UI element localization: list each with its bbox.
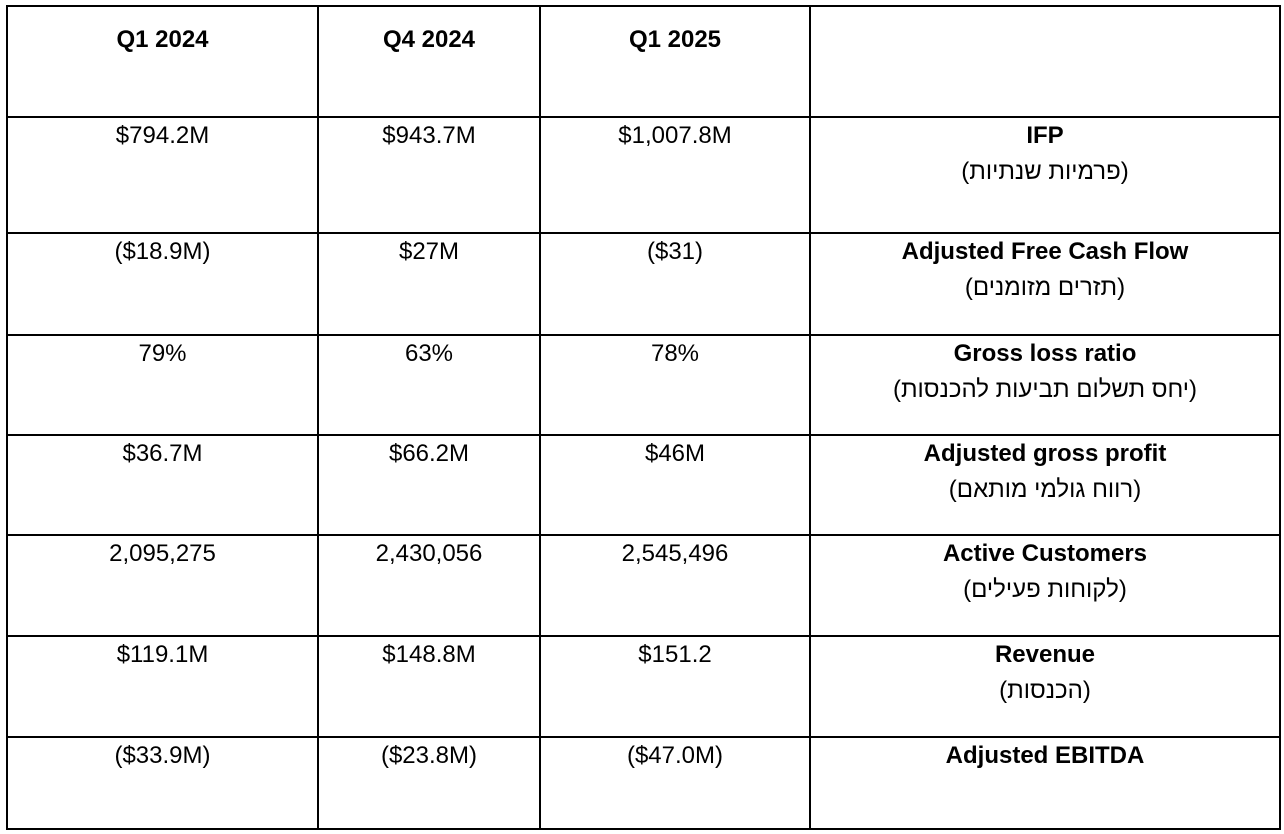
- cell-q1-2025: ($31): [540, 233, 810, 335]
- metric-label-en: Gross loss ratio: [953, 340, 1137, 367]
- metric-label-en: Adjusted gross profit: [923, 440, 1167, 467]
- metric-label-en: Active Customers: [942, 540, 1148, 567]
- metric-label-en: Adjusted Free Cash Flow: [901, 238, 1189, 265]
- cell-q1-2025: $46M: [540, 435, 810, 535]
- metric-label-en: Adjusted EBITDA: [945, 742, 1145, 769]
- table-row: [7, 737, 1280, 829]
- cell-q1-2024: 2,095,275: [7, 535, 318, 636]
- cell-q4-2024: ($23.8M): [318, 737, 540, 829]
- cell-q1-2025: $1,007.8M: [540, 117, 810, 233]
- header-metric: [810, 6, 1280, 117]
- metric-label-cell: [810, 335, 1280, 435]
- table-row: [7, 335, 1280, 435]
- cell-q4-2024: $148.8M: [318, 636, 540, 737]
- metric-label-en: IFP: [1026, 122, 1064, 149]
- cell-q4-2024: $66.2M: [318, 435, 540, 535]
- table-row: [7, 435, 1280, 535]
- table-row: [7, 117, 1280, 233]
- cell-q1-2024: ($33.9M): [7, 737, 318, 829]
- cell-q4-2024: $943.7M: [318, 117, 540, 233]
- cell-q1-2025: 78%: [540, 335, 810, 435]
- header-q4-2024: Q4 2024: [318, 6, 540, 117]
- cell-q1-2024: $794.2M: [7, 117, 318, 233]
- metric-label-en: Revenue: [994, 641, 1096, 668]
- cell-q4-2024: $27M: [318, 233, 540, 335]
- header-q1-2025: Q1 2025: [540, 6, 810, 117]
- metric-label-cell: [810, 435, 1280, 535]
- metric-label-cell: [810, 636, 1280, 737]
- cell-q1-2025: 2,545,496: [540, 535, 810, 636]
- table-row: [7, 636, 1280, 737]
- metric-label-he: (תזרים מזומנים): [964, 274, 1126, 301]
- metric-label-he: (הכנסות): [999, 677, 1091, 704]
- cell-q1-2024: 79%: [7, 335, 318, 435]
- cell-q1-2025: $151.2: [540, 636, 810, 737]
- table-row: [7, 233, 1280, 335]
- metric-label-cell: [810, 737, 1280, 829]
- financial-metrics-table: [6, 5, 1281, 830]
- cell-q4-2024: 63%: [318, 335, 540, 435]
- metric-label-cell: [810, 117, 1280, 233]
- metric-label-he: (יחס תשלום תביעות להכנסות): [892, 376, 1198, 403]
- header-row: [7, 6, 1280, 117]
- metric-label-he: (רווח גולמי מותאם): [948, 476, 1142, 503]
- cell-q1-2024: $119.1M: [7, 636, 318, 737]
- metric-label-he: (פרמיות שנתיות): [961, 158, 1129, 185]
- cell-q4-2024: 2,430,056: [318, 535, 540, 636]
- metric-label-cell: [810, 233, 1280, 335]
- table-row: [7, 535, 1280, 636]
- cell-q1-2024: ($18.9M): [7, 233, 318, 335]
- header-q1-2024: Q1 2024: [7, 6, 318, 117]
- cell-q1-2024: $36.7M: [7, 435, 318, 535]
- cell-q1-2025: ($47.0M): [540, 737, 810, 829]
- metric-label-cell: [810, 535, 1280, 636]
- metric-label-he: (לקוחות פעילים): [963, 576, 1127, 603]
